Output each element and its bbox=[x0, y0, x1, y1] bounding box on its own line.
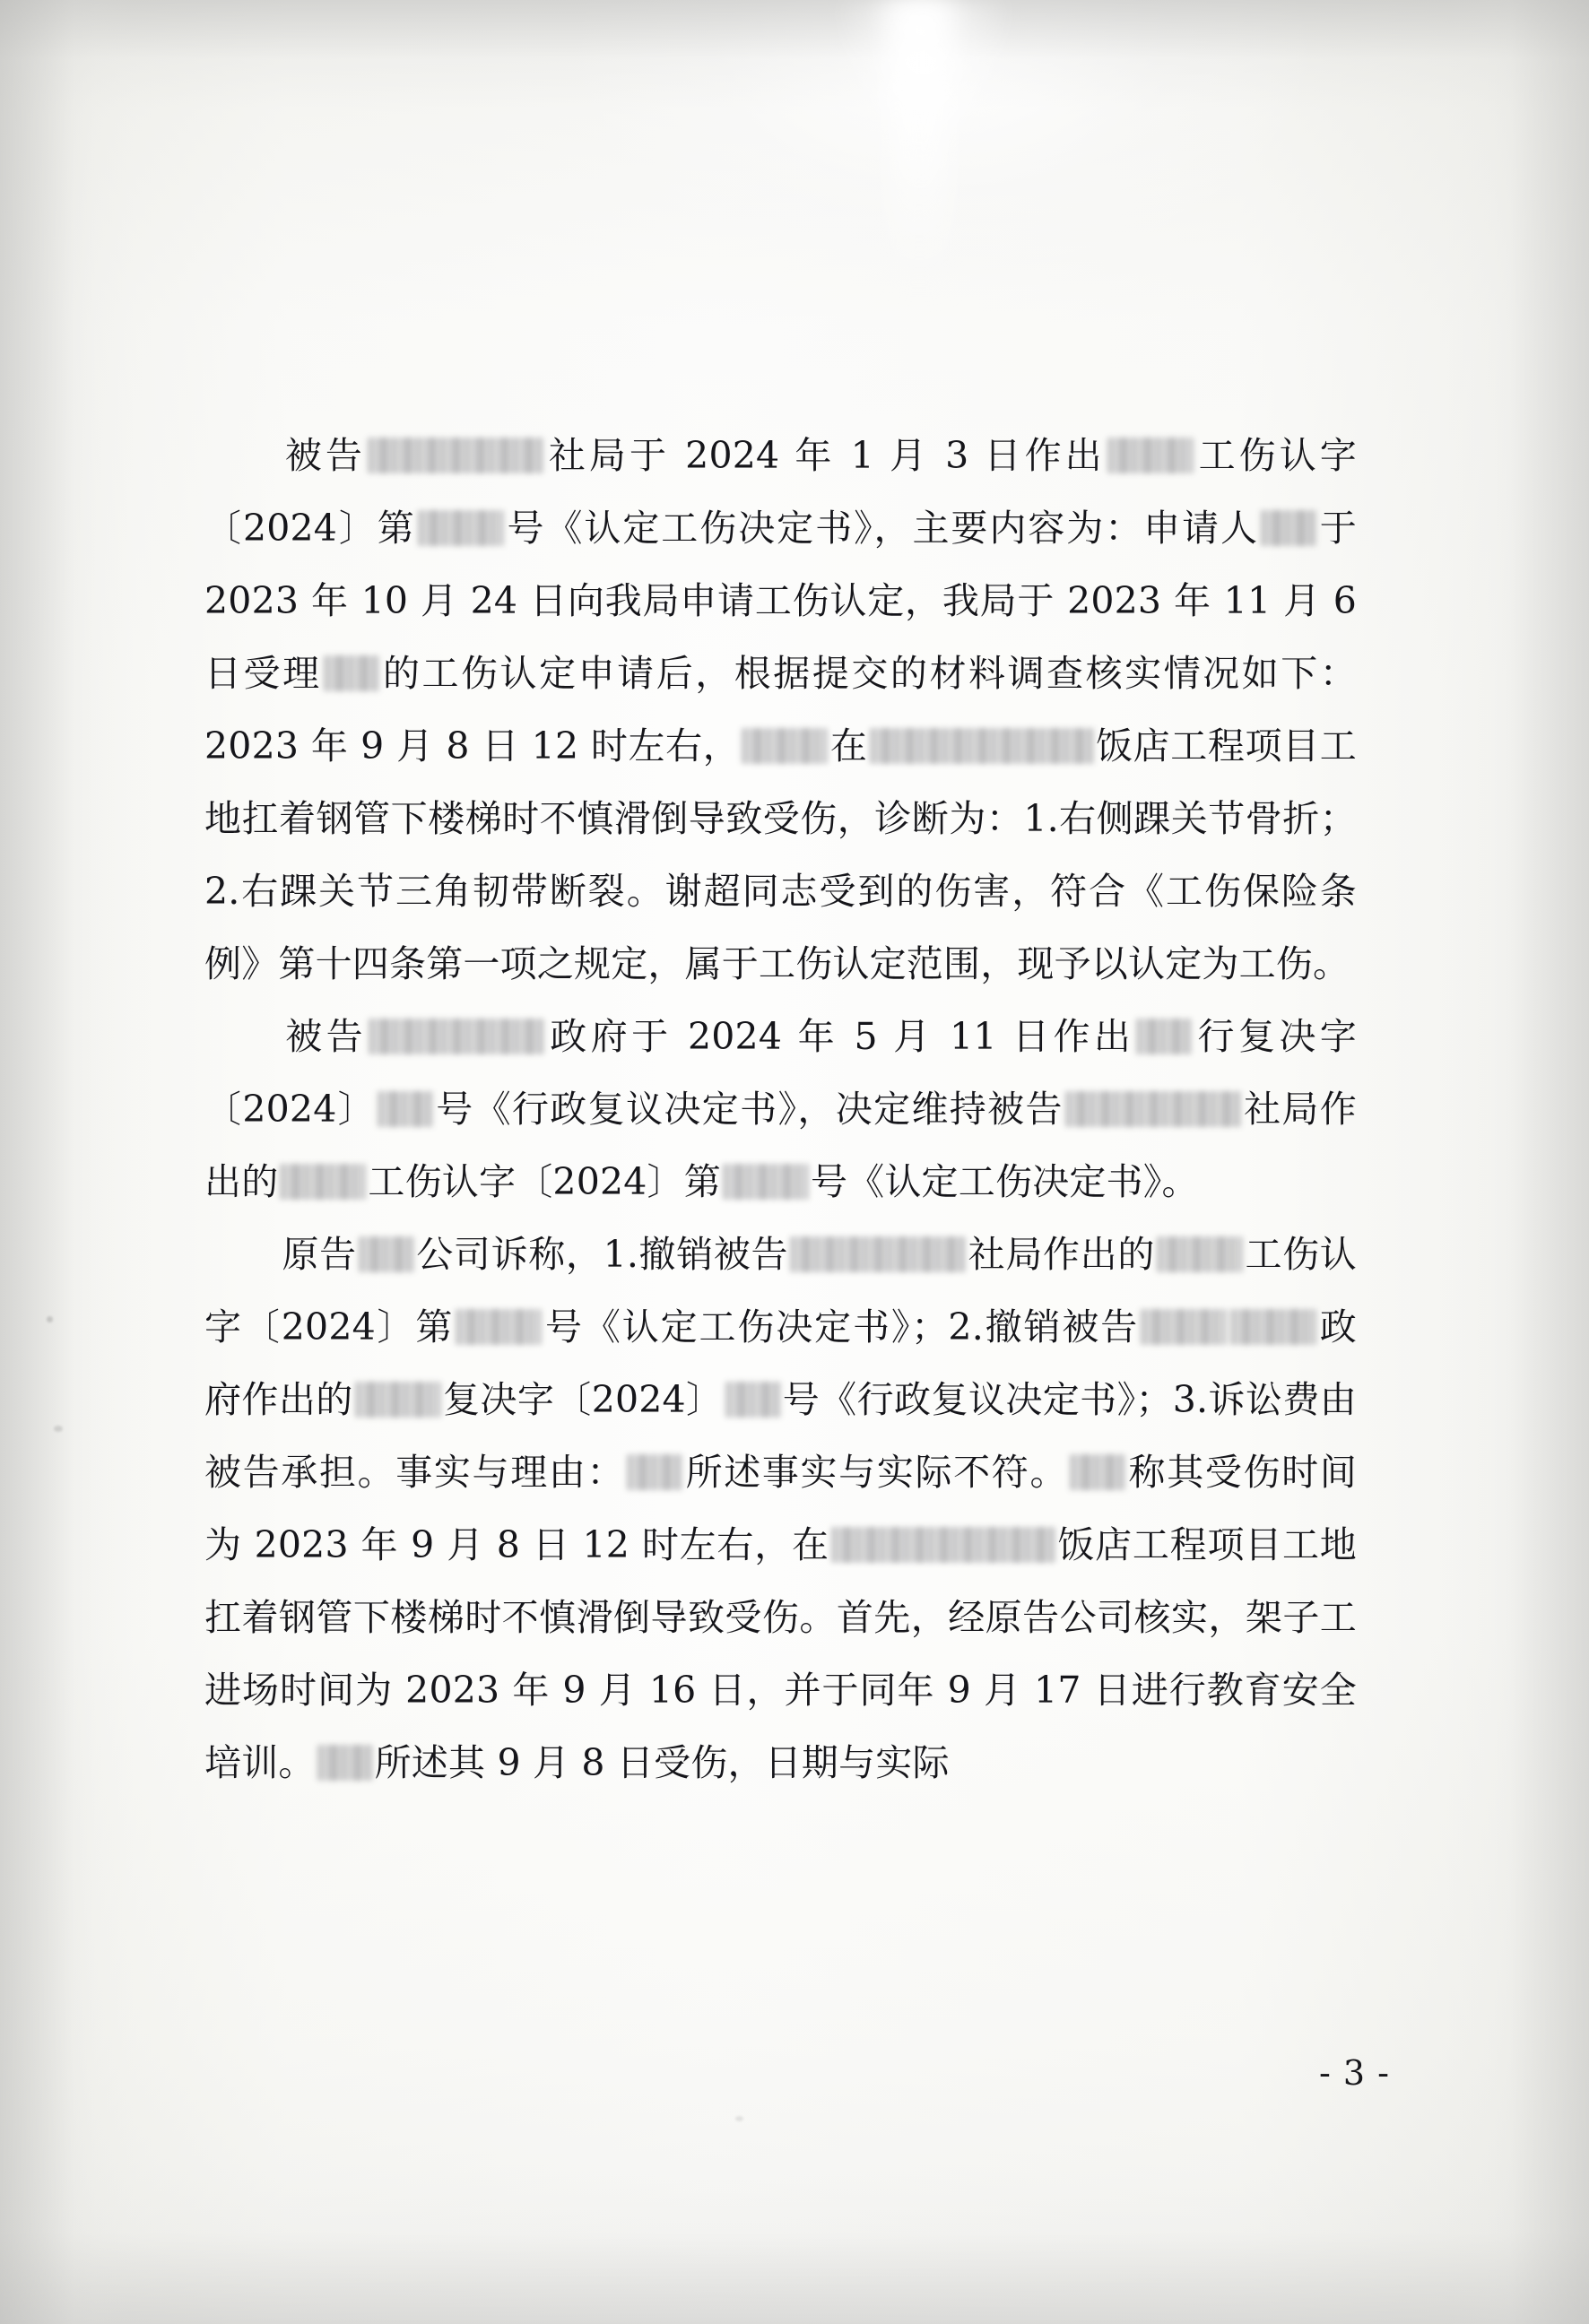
text-run: 工伤认字〔2024〕第 bbox=[368, 1160, 721, 1203]
scan-glare bbox=[834, 0, 1013, 188]
text-run: 在 bbox=[829, 724, 868, 767]
text-run: 号《认定工伤决定书》。 bbox=[810, 1160, 1199, 1203]
redaction-block bbox=[1136, 1019, 1192, 1054]
paper-smudge bbox=[735, 2116, 743, 2121]
redaction-block bbox=[317, 1745, 373, 1781]
text-run: 号《行政复议决定书》；3.诉讼费由被告承担。事实与理由： bbox=[204, 1378, 1357, 1494]
text-run: 饭店工程项目工地扛着钢管下楼梯时不慎滑倒导致受伤。首先，经原告公司核实，架子工进场时间为 2023 年 9 月 16 日，并于同年 9 月 17 日进行教育安全培训。 bbox=[204, 1523, 1357, 1784]
paper-smudge bbox=[47, 1316, 53, 1322]
text-run: 工伤认字〔2024〕第 bbox=[204, 434, 1357, 550]
redaction-block bbox=[280, 1164, 366, 1200]
text-run: 的工伤认定申请后，根据提交的材料调查核实情况如下：2023 年 9 月 8 日 12 时左右， bbox=[204, 652, 1357, 767]
text-run: 所述事实与实际不符。 bbox=[684, 1451, 1069, 1494]
text-run: 行复决字〔2024〕 bbox=[204, 1015, 1357, 1131]
paragraph bbox=[204, 420, 1357, 1001]
redaction-block bbox=[1107, 438, 1194, 473]
text-run: 政府于 2024 年 5 月 11 日作出 bbox=[546, 1015, 1135, 1058]
text-run: 复决字〔2024〕 bbox=[442, 1378, 724, 1421]
redaction-block bbox=[1261, 510, 1316, 546]
redaction-block bbox=[831, 1527, 1055, 1563]
text-run: 称其受伤时间为 2023 年 9 月 8 日 12 时左右，在 bbox=[204, 1451, 1358, 1566]
text-run: 社局作出的 bbox=[204, 1088, 1357, 1203]
redaction-block bbox=[1065, 1091, 1241, 1127]
document-body bbox=[204, 420, 1357, 1799]
text-run: 于 2023 年 10 月 24 日向我局申请工伤认定，我局于 2023 年 11 月 6 日受理 bbox=[204, 507, 1357, 695]
redaction-block bbox=[725, 1382, 781, 1418]
redaction-block bbox=[456, 1309, 542, 1345]
paragraph bbox=[204, 1218, 1357, 1799]
text-run: 工伤认字〔2024〕第 bbox=[204, 1233, 1357, 1348]
redaction-block bbox=[359, 1236, 414, 1272]
text-run: 公司诉称，1.撤销被告 bbox=[415, 1233, 789, 1276]
redaction-block bbox=[1070, 1454, 1125, 1490]
paper-smudge bbox=[54, 1426, 63, 1432]
redaction-block bbox=[369, 1019, 544, 1054]
text-run: 社局于 2024 年 1 月 3 日作出 bbox=[545, 434, 1106, 477]
redaction-block bbox=[418, 510, 504, 546]
page-edge-shadow-bottom bbox=[0, 2172, 1589, 2324]
text-run: 饭店工程项目工地扛着钢管下楼梯时不慎滑倒导致受伤，诊断为：1.右侧踝关节骨折；2.右踝关节三角韧带断裂。谢超同志受到的伤害，符合《工伤保险条例》第十四条第一项之规定，属于工伤认定范围，现予以认定为工伤。 bbox=[204, 724, 1357, 985]
text-run: 号《认定工伤决定书》，主要内容为：申请人 bbox=[505, 507, 1260, 550]
redaction-block bbox=[742, 728, 828, 764]
text-run: 号《认定工伤决定书》；2.撤销被告 bbox=[543, 1305, 1140, 1348]
redaction-block bbox=[870, 728, 1094, 764]
redaction-block bbox=[1230, 1309, 1316, 1345]
redaction-block bbox=[723, 1164, 809, 1200]
redaction-block bbox=[368, 438, 543, 473]
text-run: 被告 bbox=[282, 434, 366, 477]
page-edge-shadow-top bbox=[0, 0, 1589, 108]
text-run: 号《行政复议决定书》，决定维持被告 bbox=[435, 1088, 1064, 1131]
text-run: 原告 bbox=[282, 1233, 357, 1276]
redaction-block bbox=[378, 1091, 433, 1127]
redaction-block bbox=[627, 1454, 682, 1490]
redaction-block bbox=[790, 1236, 966, 1272]
redaction-block bbox=[1141, 1309, 1227, 1345]
paragraph bbox=[204, 1001, 1357, 1218]
text-run: 社局作出的 bbox=[968, 1233, 1155, 1276]
redaction-block bbox=[1157, 1236, 1243, 1272]
page-edge-shadow-right bbox=[1446, 0, 1589, 2324]
page-edge-shadow-left bbox=[0, 0, 135, 2324]
redaction-block bbox=[355, 1382, 441, 1418]
text-run: 政府作出的 bbox=[204, 1305, 1357, 1421]
text-run: 所述其 9 月 8 日受伤，日期与实际 bbox=[374, 1741, 950, 1784]
page-number: - 3 - bbox=[1318, 2053, 1390, 2093]
redaction-block bbox=[324, 655, 379, 691]
text-run: 被告 bbox=[282, 1015, 368, 1058]
